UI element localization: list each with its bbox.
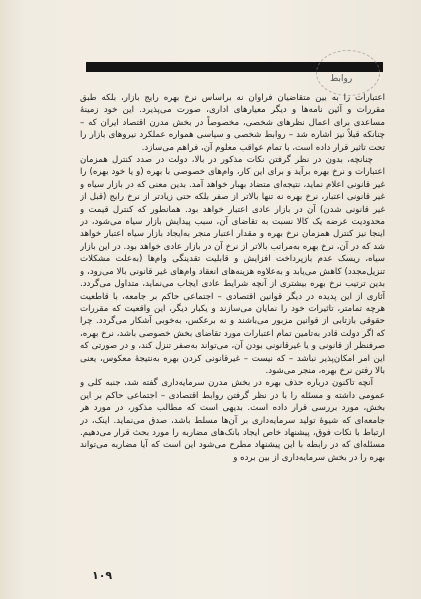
paragraph: چنانچه، بدون در نظر گرفتن نکات مذکور در بالا، دولت در صدد کنترل همزمان اعتبارات و نرخ بهره برآید و برای این کار، وام‌های خصوصی با بهره (و یا خود بهره) را غیر قانونی اعلام نماید، نتیجه‌ای متضاد بهبار خواهد آمد. بدین معنی که در بازار سیاه و غیر قانونی اعتبار، نرخ بهره نه تنها بالاتر از صفر بلکه حتی زیادتر از نرخ رایج (قبل از غیر قانونی شدن) آن در بازار عادی اعتبار خواهد بود. همانطور که کنترل قیمت و محدودیت عرضه یک کالا نسبت به تقاضای آن، سبب پیدایش بازار سیاه می‌شود، در اینجا نیز کنترل همزمان نرخ بهره و مقدار اعتبار منجر به‌ایجاد بازار سیاه اعتبار خواهد شد که در آن، نرخ بهره به‌مراتب بالاتر از نرخ آن در بازار عادی خواهد بود. در این بازار سیاه، ریسک عدم بازپرداخت افزایش و قابلیت تقدینگی وام‌ها (به‌علت مشکلات تنزیل‌مجدد) کاهش می‌یابد و به‌علاوه هزینه‌های انعقاد وام‌های غیر قانونی بالا می‌رود، و بدین ترتیب نرخ بهره بیشتری از آنچه شرایط عادی ایجاب می‌نماید، متداول می‌گردد. آثاری از این پدیده در دیگر قوانین اقتصادی – اجتماعی حاکم بر جامعه، با قاطعیت هرچه تمامتر، تاثیرات خود را نمایان می‌سازند و یکبار دیگر، این واقعیت که مقررات حقوقی بازتابی از قوانین مزبور می‌باشند و نه برعکس، به‌خوبی آشکار می‌گردد. چرا که اگر دولت قادر به‌تامین تمام اعتبارات مورد تقاضای بخش خصوصی باشد، نرخ بهره، صرفنظر از قانونی و یا غیرقانونی بودن آن، می‌تواند به‌صفر تنزل کند، و در صورتی که این امر امکان‌پذیر نباشد – که نیست – غیرقانونی کردن بهره به‌نتیجهٔ معکوس، یعنی بالا رفتن نرخ بهره، منجر می‌شود. xyxy=(80,155,385,376)
stamp-text: ر‌‌وابط xyxy=(330,74,353,84)
library-stamp xyxy=(316,50,380,96)
paragraph: اعتبارات را به بین متقاضیان فراوان نه براساس نرخ بهره رایج بازار، بلکه طبق مقررات و آئین نامه‌ها و دیگر معیارهای اداری، صورت می‌پذیرد. این خود زمینهٔ مساعدی برای اعمال نظرهای شخصی، مخصوصاً در بخش مدرن اقتصاد ایران که – چنانکه قبلاً نیز اشاره شد – روابط شخصی و سیاسی همواره عملکرد نیروهای بازار را تحت تاثیر قرار داده است، با تمام عواقب معلوم آن، فراهم می‌سازد. xyxy=(80,93,385,153)
paragraph: آنچه تاکنون درباره حذف بهره در بخش مدرن سرمایه‌داری گفته شد، جنبه کلی و عمومی داشته و مسئله را با در نظر گرفتن روابط اقتصادی – اجتماعی حاکم بر این بخش، مورد بررسی قرار داده است. بدیهی است که مطالب مذکور، در مورد هر جامعه‌ای که شیوهٔ تولید سرمایه‌داری بر آن‌ها مسلط باشد، صدق می‌نماید. اینک، در ارتباط با نکات فوق، پیشنهاد خاص ایجاد بانک‌های مضاربه را مورد بحث قرار می‌دهیم. مسئله‌ای که در رابطه با این پیشنهاد مطرح می‌شود این است که آیا مضاربه می‌تواند بهره را در بخش سرمایه‌داری از بین برده و xyxy=(80,378,385,463)
body-text xyxy=(80,92,385,562)
page-number: ١٠٩ xyxy=(92,569,113,582)
